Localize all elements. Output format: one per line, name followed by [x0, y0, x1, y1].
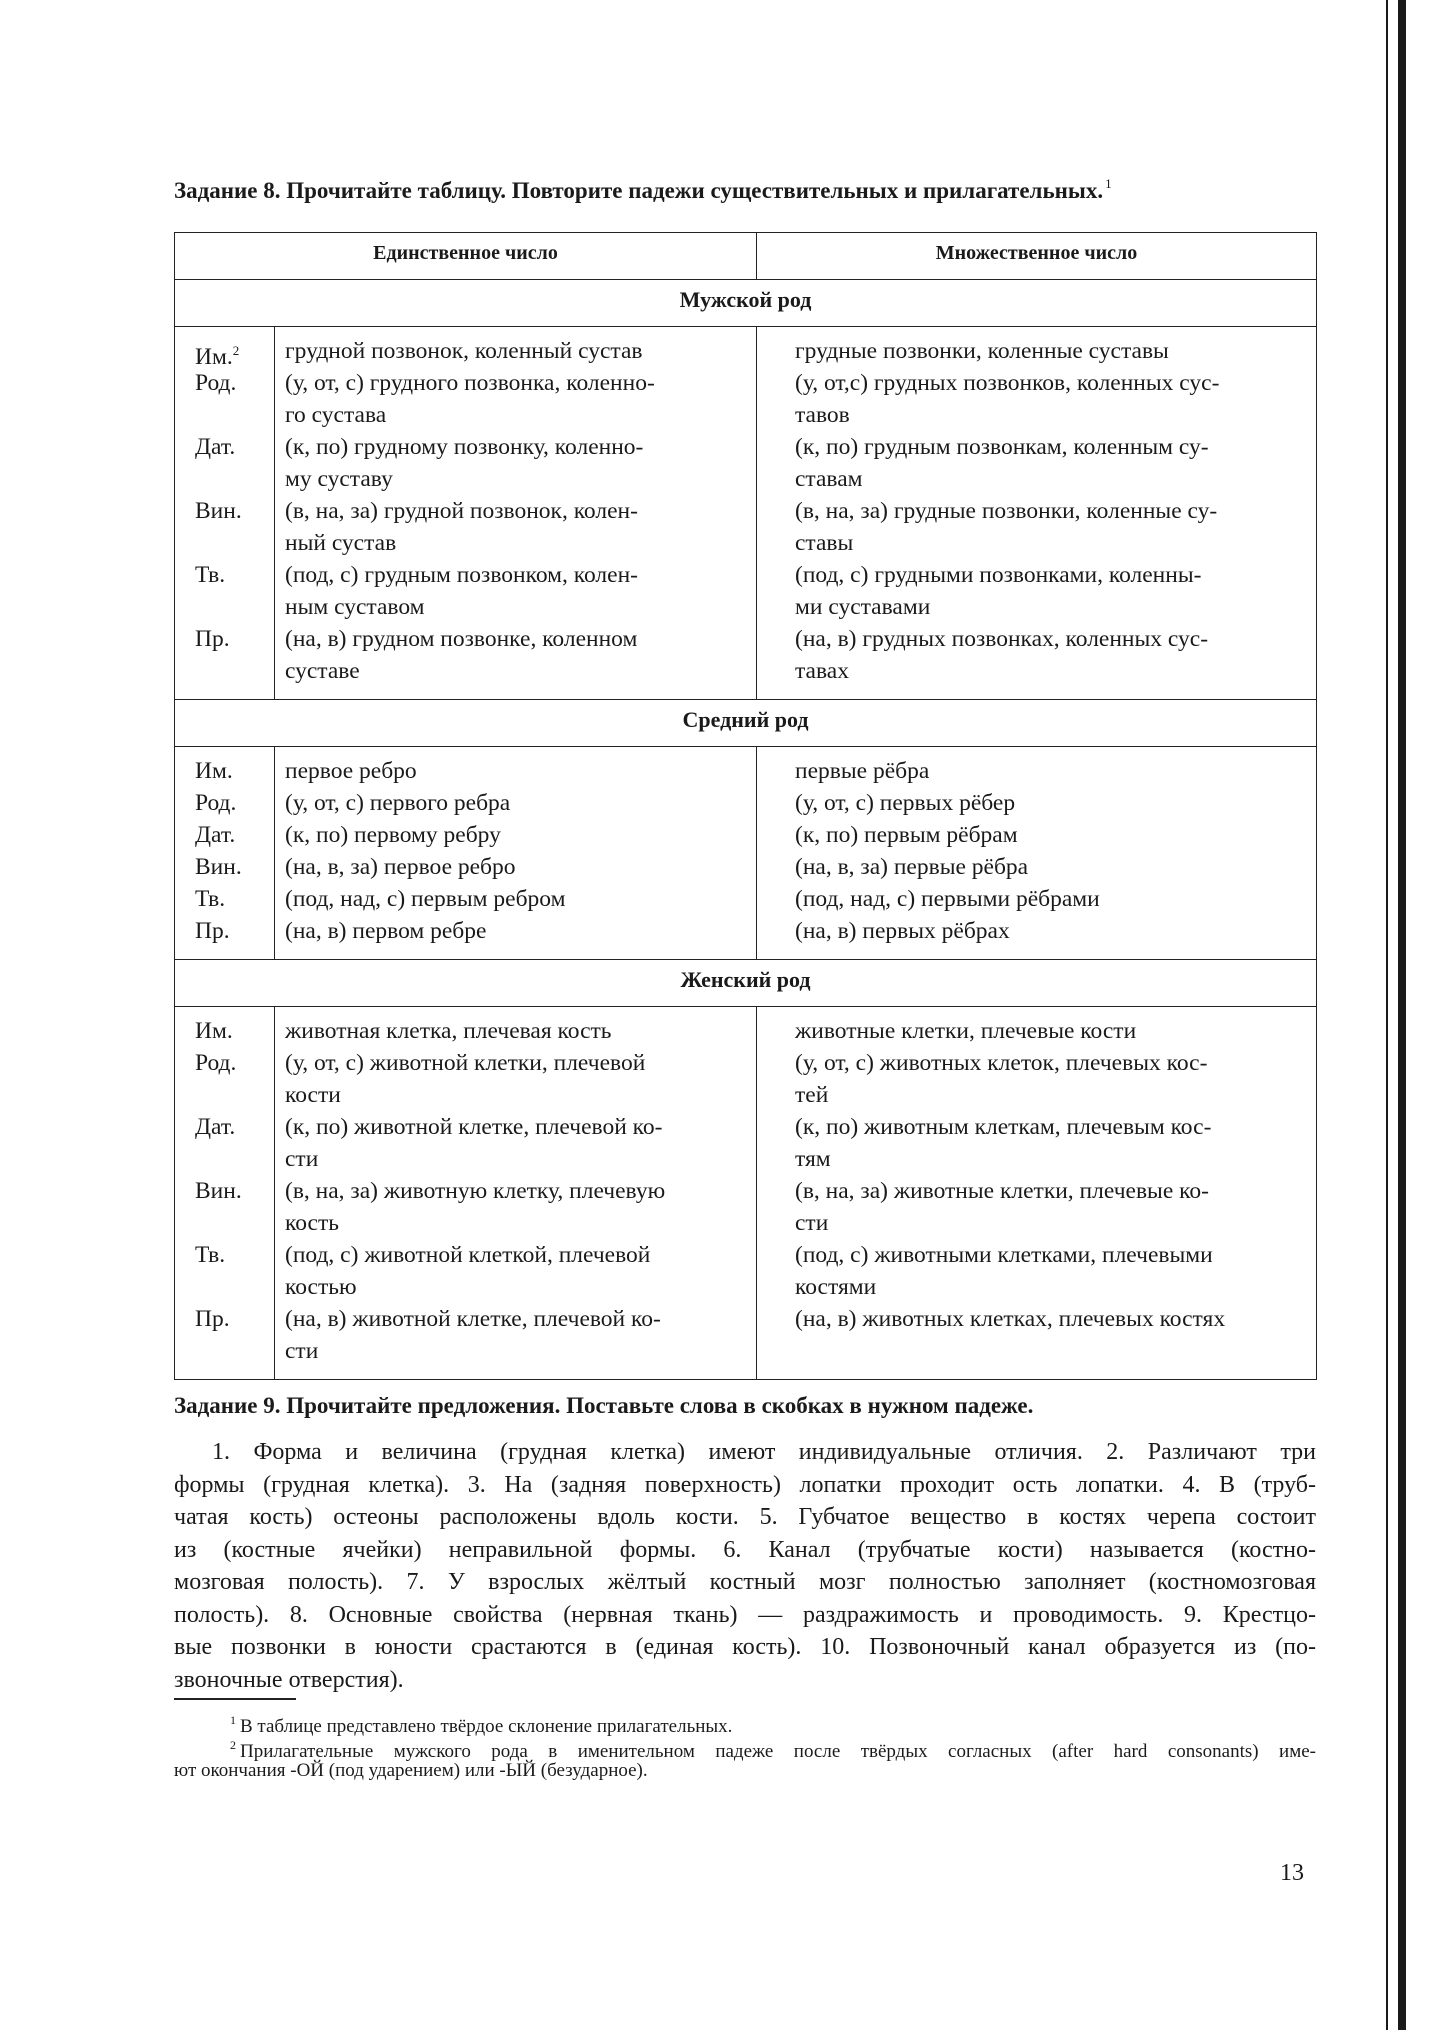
paragraph-line: 1. Форма и величина (грудная клетка) имеют индивидуальные отличия. 2. Различают три [212, 1439, 1316, 1465]
singular-form [285, 527, 742, 559]
task9-paragraph [174, 1436, 1316, 1696]
line-text: первые рёбра [795, 758, 930, 784]
plural-form [795, 1111, 1304, 1143]
line-text: (на, в) первых рёбрах [795, 918, 1010, 944]
line-text: Тв. [195, 562, 226, 588]
line-text: (в, на, за) грудной позвонок, колен- [285, 498, 638, 524]
line-text: (у, от,с) грудных позвонков, коленных сус- [795, 370, 1220, 396]
case-label [195, 1111, 274, 1143]
line-text: (в, на, за) животную клетку, плечевую [285, 1178, 666, 1204]
footnote-2-text: Прилагательные мужского рода в именительном падеже после твёрдых согласных (after hard consonants) име- [240, 1741, 1316, 1762]
line-text: Пр. [195, 918, 230, 944]
plural-form [795, 1015, 1304, 1047]
line-text: Пр. [195, 626, 230, 652]
line-text: (на, в, за) первое ребро [285, 854, 516, 880]
case-label [195, 1271, 274, 1303]
line-text: Вин. [195, 1178, 242, 1204]
paragraph-line: полость). 8. Основные свойства (нервная ткань) — раздражимость и проводимость. 9. Крестцо- [174, 1601, 1316, 1628]
line-text: (у, от, с) первых рёбер [795, 790, 1016, 816]
line-text: (в, на, за) животные клетки, плечевые ко- [795, 1178, 1209, 1204]
line-text: Род. [195, 790, 237, 816]
line-text: Им. [195, 758, 233, 784]
line-text: животная клетка, плечевая кость [285, 1018, 612, 1044]
singular-form [285, 851, 742, 883]
line-text: костями [795, 1274, 877, 1300]
line-text: Род. [195, 370, 237, 396]
singular-form [285, 399, 742, 431]
plural-form [795, 851, 1304, 883]
declension-table [174, 232, 1317, 1380]
plural-form [795, 399, 1304, 431]
line-text: сти [795, 1210, 829, 1236]
singular-form [285, 367, 742, 399]
plural-form [795, 915, 1304, 947]
case-label [195, 787, 274, 819]
singular-form [285, 1015, 742, 1047]
singular-form [285, 1047, 742, 1079]
plural-col [757, 327, 1317, 700]
line-text: ный сустав [285, 530, 397, 556]
case-label [195, 463, 274, 495]
singular-form [285, 495, 742, 527]
footnote-2-line-2: ют окончания -ОЙ (под ударением) или -ЫЙ (безударное). [174, 1760, 648, 1781]
plural-form [795, 1335, 1304, 1367]
singular-form [285, 1271, 742, 1303]
line-text: (к, по) животной клетке, плечевой ко- [285, 1114, 663, 1140]
gender-neuter: Средний род [175, 700, 1317, 747]
singular-form [285, 1335, 742, 1367]
plural-form [795, 335, 1304, 367]
case-label [195, 591, 274, 623]
case-label [195, 1335, 274, 1367]
binding-line-thick [1398, 0, 1406, 2030]
line-text: (у, от, с) грудного позвонка, коленно- [285, 370, 655, 396]
case-label [195, 1175, 274, 1207]
cases-col [175, 327, 275, 700]
line-text: (к, по) животным клеткам, плечевым кос- [795, 1114, 1212, 1140]
singular-form [285, 915, 742, 947]
line-text: ставы [795, 530, 854, 556]
singular-form [285, 1143, 742, 1175]
singular-form [285, 431, 742, 463]
singular-form [285, 463, 742, 495]
case-label [195, 819, 274, 851]
singular-form [285, 819, 742, 851]
footnote-2-mark: 2 [230, 1738, 236, 1752]
case-label [195, 335, 274, 370]
line-text: грудные позвонки, коленные суставы [795, 338, 1169, 364]
table-header-row [175, 233, 1317, 280]
plural-col [757, 747, 1317, 960]
paragraph-line: вые позвонки в юности срастаются в (единая кость). 10. Позвоночный канал образуется из (по- [174, 1634, 1316, 1660]
line-text: сти [285, 1338, 319, 1364]
task8-footnote-mark: 1 [1105, 176, 1112, 191]
paragraph-line: звоночные отверстия). [174, 1666, 404, 1693]
line-text: (к, по) первым рёбрам [795, 822, 1018, 848]
plural-form [795, 1047, 1304, 1079]
plural-form [795, 787, 1304, 819]
plural-form [795, 1303, 1304, 1335]
singular-col [275, 747, 757, 960]
line-text: (под, над, с) первыми рёбрами [795, 886, 1100, 912]
singular-form [285, 883, 742, 915]
line-text: (у, от, с) первого ребра [285, 790, 511, 816]
singular-form [285, 559, 742, 591]
line-text: Дат. [195, 822, 236, 848]
case-label [195, 1207, 274, 1239]
line-text: Вин. [195, 854, 242, 880]
line-text: Им. [195, 344, 233, 370]
singular-form [285, 623, 742, 655]
line-text: Им. [195, 1018, 233, 1044]
line-text: (под, с) грудными позвонками, коленны- [795, 562, 1202, 588]
singular-form [285, 1079, 742, 1111]
case-label [195, 883, 274, 915]
line-text: (в, на, за) грудные позвонки, коленные су- [795, 498, 1218, 524]
line-text: ным суставом [285, 594, 425, 620]
task8-heading-text: Задание 8. Прочитайте таблицу. Повторите падежи существительных и прилагательных. [174, 178, 1104, 203]
plural-form [795, 559, 1304, 591]
line-text: тавах [795, 658, 849, 684]
gender-row [175, 280, 1317, 327]
footnote-1 [174, 1708, 1316, 1737]
line-text: му суставу [285, 466, 393, 492]
case-label [195, 527, 274, 559]
plural-form [795, 623, 1304, 655]
case-label [195, 915, 274, 947]
case-footnote-mark: 2 [232, 343, 240, 358]
plural-form [795, 655, 1304, 687]
line-text: Тв. [195, 886, 226, 912]
line-text: (у, от, с) животной клетки, плечевой [285, 1050, 646, 1076]
line-text: (под, с) животными клетками, плечевыми [795, 1242, 1213, 1268]
case-label [195, 367, 274, 399]
line-text: Пр. [195, 1306, 230, 1332]
line-text: (на, в) грудном позвонке, коленном [285, 626, 638, 652]
line-text: кости [285, 1082, 341, 1108]
plural-form [795, 1207, 1304, 1239]
cases-col [175, 747, 275, 960]
plural-form [795, 1175, 1304, 1207]
plural-col [757, 1007, 1317, 1380]
plural-form [795, 463, 1304, 495]
task8-heading [174, 170, 1316, 205]
line-text: (на, в) животных клетках, плечевых костях [795, 1306, 1226, 1332]
line-text: тей [795, 1082, 829, 1108]
line-text: сти [285, 1146, 319, 1172]
footnote-1-mark: 1 [230, 1713, 236, 1727]
cases-col [175, 1007, 275, 1380]
paragraph-line: мозговая полость). 7. У взрослых жёлтый костный мозг полностью заполняет (костномозговая [174, 1569, 1316, 1595]
plural-form [795, 1239, 1304, 1271]
line-text: первое ребро [285, 758, 417, 784]
line-text: (к, по) грудному позвонку, коленно- [285, 434, 644, 460]
singular-col [275, 327, 757, 700]
plural-form [795, 755, 1304, 787]
paragraph-line: формы (грудная клетка). 3. На (задняя поверхность) лопатки проходит ость лопатки. 4. В (труб- [174, 1471, 1316, 1498]
binding-line-thin [1386, 0, 1388, 2030]
singular-form [285, 755, 742, 787]
plural-form [795, 527, 1304, 559]
singular-form [285, 1111, 742, 1143]
singular-form [285, 1207, 742, 1239]
col-singular-header: Единственное число [175, 233, 757, 280]
footnote-separator [174, 1698, 296, 1700]
gender-masculine: Мужской род [175, 280, 1317, 327]
singular-form [285, 335, 742, 367]
plural-form [795, 591, 1304, 623]
case-label [195, 1015, 274, 1047]
singular-form [285, 1175, 742, 1207]
plural-form [795, 1079, 1304, 1111]
singular-form [285, 1239, 742, 1271]
case-label [195, 655, 274, 687]
group-row [175, 327, 1317, 700]
singular-col [275, 1007, 757, 1380]
footnotes [174, 1708, 1316, 1783]
singular-form [285, 591, 742, 623]
plural-form [795, 883, 1304, 915]
line-text: (к, по) грудным позвонкам, коленным су- [795, 434, 1209, 460]
line-text: ми суставами [795, 594, 931, 620]
gender-feminine: Женский род [175, 960, 1317, 1007]
footnote-2-line-1 [174, 1733, 1316, 1762]
case-label [195, 495, 274, 527]
plural-form [795, 431, 1304, 463]
plural-form [795, 367, 1304, 399]
line-text: (у, от, с) животных клеток, плечевых кос- [795, 1050, 1208, 1076]
line-text: животные клетки, плечевые кости [795, 1018, 1137, 1044]
case-label [195, 1239, 274, 1271]
line-text: тавов [795, 402, 850, 428]
line-text: кость [285, 1210, 339, 1236]
line-text: тям [795, 1146, 831, 1172]
line-text: Род. [195, 1050, 237, 1076]
paragraph-line: из (костные ячейки) неправильной формы. 6. Канал (трубчатые кости) называется (костно- [174, 1536, 1316, 1563]
plural-form [795, 1143, 1304, 1175]
line-text: Вин. [195, 498, 242, 524]
case-label [195, 755, 274, 787]
case-label [195, 851, 274, 883]
line-text: суставе [285, 658, 360, 684]
line-text: (под, над, с) первым ребром [285, 886, 566, 912]
group-row [175, 747, 1317, 960]
line-text: го сустава [285, 402, 387, 428]
singular-form [285, 655, 742, 687]
line-text: Дат. [195, 1114, 236, 1140]
group-row [175, 1007, 1317, 1380]
plural-form [795, 1271, 1304, 1303]
case-label [195, 1143, 274, 1175]
line-text: (на, в, за) первые рёбра [795, 854, 1029, 880]
page-number: 13 [1280, 1860, 1304, 1886]
footnote-1-text: В таблице представлено твёрдое склонение прилагательных. [240, 1716, 733, 1737]
paragraph-line: чатая кость) остеоны расположены вдоль кости. 5. Губчатое вещество в костях черепа состоит [174, 1504, 1316, 1530]
case-label [195, 1303, 274, 1335]
col-plural-header: Множественное число [757, 233, 1317, 280]
singular-form [285, 787, 742, 819]
case-label [195, 1079, 274, 1111]
case-label [195, 431, 274, 463]
singular-form [285, 1303, 742, 1335]
line-text: грудной позвонок, коленный сустав [285, 338, 643, 364]
plural-form [795, 495, 1304, 527]
gender-row [175, 700, 1317, 747]
line-text: (под, с) грудным позвонком, колен- [285, 562, 638, 588]
line-text: Дат. [195, 434, 236, 460]
line-text: (на, в) грудных позвонках, коленных сус- [795, 626, 1209, 652]
line-text: (к, по) первому ребру [285, 822, 501, 848]
task9-heading: Задание 9. Прочитайте предложения. Поставьте слова в скобках в нужном падеже. [174, 1393, 1034, 1418]
line-text: (под, с) животной клеткой, плечевой [285, 1242, 651, 1268]
case-label [195, 399, 274, 431]
gender-row [175, 960, 1317, 1007]
line-text: ставам [795, 466, 863, 492]
line-text: костью [285, 1274, 357, 1300]
case-label [195, 1047, 274, 1079]
plural-form [795, 819, 1304, 851]
case-label [195, 623, 274, 655]
line-text: Тв. [195, 1242, 226, 1268]
line-text: (на, в) животной клетке, плечевой ко- [285, 1306, 661, 1332]
case-label [195, 559, 274, 591]
line-text: (на, в) первом ребре [285, 918, 487, 944]
